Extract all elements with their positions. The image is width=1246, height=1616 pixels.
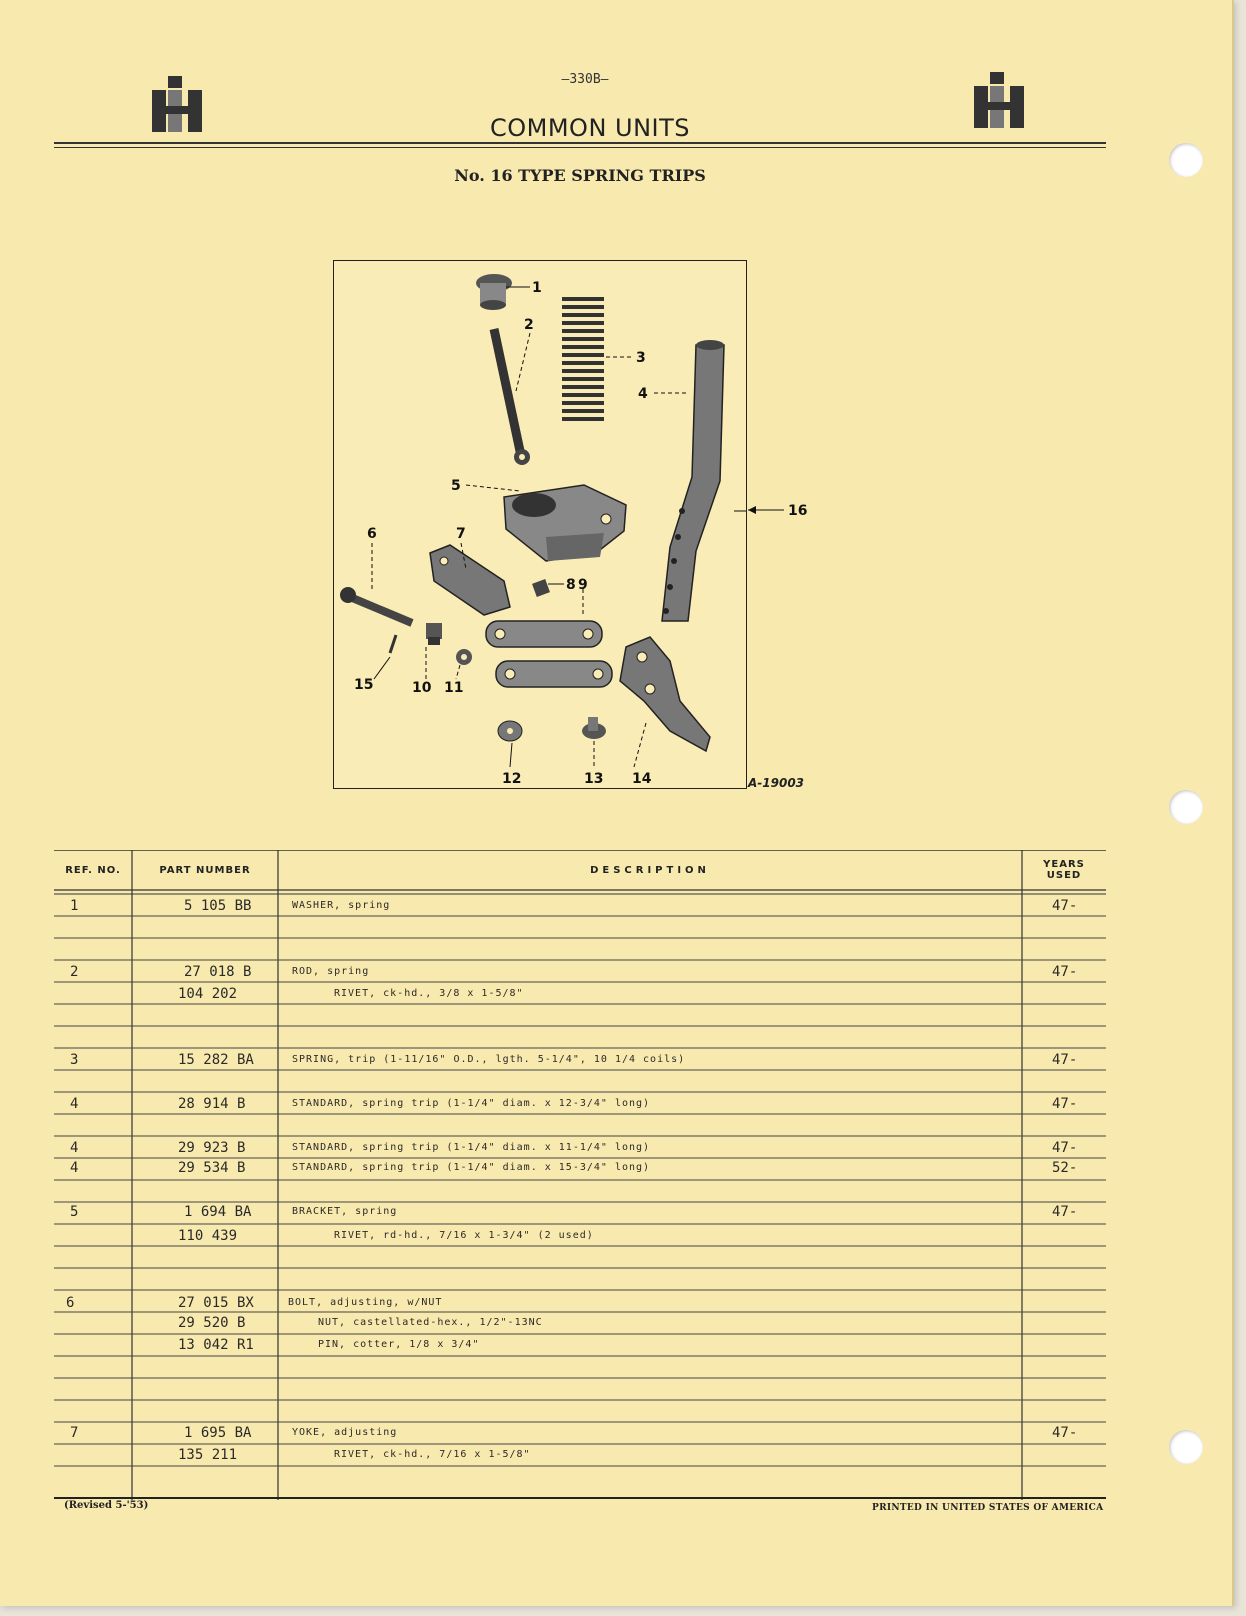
binder-hole-middle xyxy=(1169,790,1203,824)
parts-table xyxy=(54,850,1106,1500)
page-number: —330B— xyxy=(561,72,609,87)
parts-illustration xyxy=(334,261,746,788)
row-2-desc: ROD, spring xyxy=(292,966,370,977)
standard-part-icon xyxy=(662,340,724,621)
figure-code: A-19003 xyxy=(748,776,805,790)
link-parts-icon xyxy=(486,621,612,687)
row-11-part: 29 520 B xyxy=(178,1315,246,1331)
callout-10: 10 xyxy=(412,680,432,696)
row-7-years: 52- xyxy=(1052,1160,1078,1176)
row-12-desc: PIN, cotter, 1/8 x 3/4" xyxy=(318,1339,480,1350)
ih-logo-right-icon xyxy=(974,72,1024,128)
callout-14: 14 xyxy=(632,771,652,787)
binder-hole-bottom xyxy=(1169,1430,1203,1464)
row-7-part: 29 534 B xyxy=(178,1160,246,1176)
yoke-part-icon xyxy=(430,545,510,615)
callout-9: 9 xyxy=(578,577,588,593)
title-rule-thin xyxy=(54,147,1106,148)
row-1-desc: WASHER, spring xyxy=(292,900,391,911)
row-4-desc: SPRING, trip (1-11/16" O.D., lgth. 5-1/4", 10 1/4 coils) xyxy=(292,1054,686,1065)
row-6-part: 29 923 B xyxy=(178,1140,246,1156)
spring-part-icon xyxy=(562,295,604,421)
exploded-parts-figure xyxy=(333,260,747,789)
row-7-ref: 4 xyxy=(70,1160,79,1176)
row-8-ref: 5 xyxy=(70,1204,79,1220)
row-7-desc: STANDARD, spring trip (1-1/4" diam. x 15-3/4" long) xyxy=(292,1162,651,1173)
trip-arm-part-icon xyxy=(620,637,710,751)
callout-12: 12 xyxy=(502,771,522,787)
callout-4: 4 xyxy=(638,386,648,402)
callout-11: 11 xyxy=(444,680,464,696)
bolt-part-icon xyxy=(340,587,412,623)
flat-washer-part-icon xyxy=(498,721,522,741)
row-10-part: 27 015 BX xyxy=(178,1295,254,1311)
row-5-ref: 4 xyxy=(70,1096,79,1112)
row-5-years: 47- xyxy=(1052,1096,1078,1112)
row-12-part: 13 042 R1 xyxy=(178,1337,254,1353)
screw-part-icon xyxy=(582,717,606,739)
castellated-nut-part-icon xyxy=(426,623,442,645)
callout-5: 5 xyxy=(451,478,461,494)
callout-15: 15 xyxy=(354,677,374,693)
nut-part-icon xyxy=(532,579,550,597)
row-8-years: 47- xyxy=(1052,1204,1078,1220)
row-8-part: 1 694 BA xyxy=(184,1204,252,1220)
callout-1: 1 xyxy=(532,280,542,296)
callout-8: 8 xyxy=(566,577,576,593)
header-years-used xyxy=(1022,850,1106,890)
row-2-part: 27 018 B xyxy=(184,964,252,980)
row-5-desc: STANDARD, spring trip (1-1/4" diam. x 12-3/4" long) xyxy=(292,1098,651,1109)
row-8-desc: BRACKET, spring xyxy=(292,1206,398,1217)
bracket-part-icon xyxy=(504,485,626,561)
row-3-part: 104 202 xyxy=(178,986,238,1002)
row-10-ref: 6 xyxy=(66,1295,75,1311)
callout-6: 6 xyxy=(367,526,377,542)
cotter-pin-part-icon xyxy=(390,635,396,653)
rod-part-icon xyxy=(494,329,530,465)
small-nut-part-icon xyxy=(456,649,472,665)
row-2-ref: 2 xyxy=(70,964,79,980)
page-title: COMMON UNITS xyxy=(489,114,691,142)
header-years-label: YEARS xyxy=(1043,859,1085,870)
row-14-part: 135 211 xyxy=(178,1447,238,1463)
binder-hole-top xyxy=(1169,143,1203,177)
row-1-years: 47- xyxy=(1052,898,1078,914)
row-13-ref: 7 xyxy=(70,1425,79,1441)
revised-note: (Revised 5-'53) xyxy=(64,1500,149,1511)
header-used-label: USED xyxy=(1046,870,1082,881)
row-6-years: 47- xyxy=(1052,1140,1078,1156)
row-5-part: 28 914 B xyxy=(178,1096,246,1112)
row-1-part: 5 105 BB xyxy=(184,898,252,914)
washer-part-icon xyxy=(476,274,512,310)
section-subtitle: No. 16 TYPE SPRING TRIPS xyxy=(454,166,706,185)
header-description: DESCRIPTION xyxy=(590,864,710,876)
header-part-number: PART NUMBER xyxy=(159,864,251,876)
callout-2: 2 xyxy=(524,317,534,333)
row-9-desc: RIVET, rd-hd., 7/16 x 1-3/4" (2 used) xyxy=(334,1230,594,1241)
row-4-part: 15 282 BA xyxy=(178,1052,254,1068)
title-rule xyxy=(54,142,1106,144)
row-9-part: 110 439 xyxy=(178,1228,238,1244)
row-13-desc: YOKE, adjusting xyxy=(292,1427,398,1438)
row-4-years: 47- xyxy=(1052,1052,1078,1068)
ih-logo-left-icon xyxy=(152,76,202,132)
callout-7: 7 xyxy=(456,526,466,542)
row-11-desc: NUT, castellated-hex., 1/2"-13NC xyxy=(318,1317,543,1328)
row-4-ref: 3 xyxy=(70,1052,79,1068)
row-14-desc: RIVET, ck-hd., 7/16 x 1-5/8" xyxy=(334,1449,531,1460)
printed-note: PRINTED IN UNITED STATES OF AMERICA xyxy=(872,1503,1104,1513)
row-2-years: 47- xyxy=(1052,964,1078,980)
row-6-ref: 4 xyxy=(70,1140,79,1156)
callout-16: 16 xyxy=(788,503,808,519)
callout-16-marker xyxy=(746,498,816,522)
row-1-ref: 1 xyxy=(70,898,79,914)
callout-13: 13 xyxy=(584,771,604,787)
header-ref-no: REF. NO. xyxy=(65,864,121,876)
row-13-part: 1 695 BA xyxy=(184,1425,252,1441)
row-13-years: 47- xyxy=(1052,1425,1078,1441)
row-10-desc: BOLT, adjusting, w/NUT xyxy=(288,1297,443,1308)
row-3-desc: RIVET, ck-hd., 3/8 x 1-5/8" xyxy=(334,988,524,999)
callout-3: 3 xyxy=(636,350,646,366)
row-6-desc: STANDARD, spring trip (1-1/4" diam. x 11-1/4" long) xyxy=(292,1142,651,1153)
